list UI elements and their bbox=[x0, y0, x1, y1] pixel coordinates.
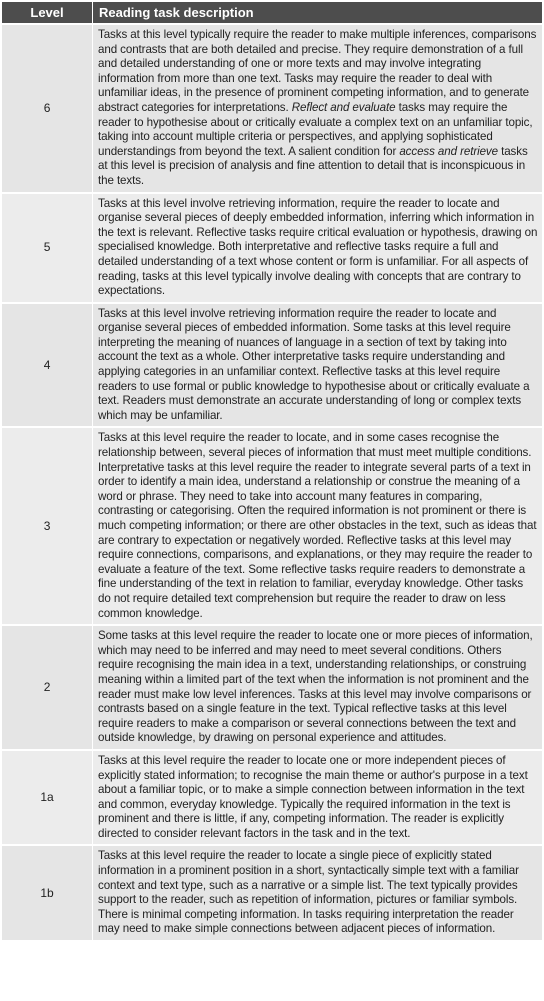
text-segment: Tasks at this level typically require the reader to make multiple inferences, comparisons and contrasts that are both detailed and precise. They require demonstration of a full and detailed understanding of one or more texts and may involve integrating information from more than one text. Tasks may require the reader to deal with unfamiliar ideas, in the presence of prominent competing information, and to generate abstract categories for interpretations. bbox=[98, 28, 537, 114]
level-cell: 1a bbox=[2, 750, 93, 846]
description-cell bbox=[93, 625, 543, 750]
level-cell: 6 bbox=[2, 24, 93, 193]
table-header bbox=[2, 2, 543, 25]
table-row bbox=[2, 303, 543, 428]
level-cell: 4 bbox=[2, 303, 93, 428]
description-cell bbox=[93, 193, 543, 303]
emphasis-segment: access and retrieve bbox=[399, 144, 498, 158]
text-segment: tasks may require the reader to hypothesise about or critically evaluate a complex text on an unfamiliar topic, taking into account multiple criteria or perspectives, and applying sophisticated understandings from beyond the text. A salient condition for bbox=[98, 100, 533, 158]
description-cell bbox=[93, 845, 543, 940]
level-cell: 2 bbox=[2, 625, 93, 750]
text-segment: tasks at this level is precision of analysis and fine attention to detail that is inconspicuous in the texts. bbox=[98, 144, 528, 187]
text-segment: Tasks at this level require the reader to locate one or more independent pieces of explicitly stated information; to recognise the main theme or author's purpose in a text about a familiar topic, or to make a simple connection between information in the text and common, everyday knowledge. Typically the required information in the text is prominent and there is little, if any, competing information. The reader is explicitly directed to consider relevant factors in the task and in the text. bbox=[98, 753, 528, 840]
table-row bbox=[2, 750, 543, 846]
table-row bbox=[2, 24, 543, 193]
text-segment: Some tasks at this level require the reader to locate one or more pieces of information, which may need to be inferred and may need to meet several conditions. Others require recognising the main idea in a text, understanding relationships, or construing meaning within a limited part of the text when the information is not prominent and the reader must make low level inferences. Tasks at this level may involve comparisons or contrasts based on a single feature in the text. Typical reflective tasks at this level require readers to make a comparison or several connections between the text and outside knowledge, by drawing on personal experience and attitudes. bbox=[98, 629, 533, 745]
text-segment: Tasks at this level involve retrieving information require the reader to locate and organise several pieces of embedded information. Some tasks at this level require interpreting the meaning of nuances of language in a section of text by taking into account the text as a whole. Other interpretative tasks require understanding and applying categories in an unfamiliar context. Reflective tasks at this level require readers to use formal or public knowledge to hypothesise about or critically evaluate a text. Readers must demonstrate an accurate understanding of long or complex texts which may be unfamiliar. bbox=[98, 306, 530, 422]
description-cell bbox=[93, 303, 543, 428]
emphasis-segment: Reflect and evaluate bbox=[291, 100, 396, 114]
level-cell: 1b bbox=[2, 845, 93, 940]
table-row bbox=[2, 845, 543, 940]
reading-levels-table bbox=[1, 1, 543, 941]
table-row bbox=[2, 427, 543, 625]
description-column-header: Reading task description bbox=[93, 2, 543, 25]
text-segment: Tasks at this level require the reader to locate, and in some cases recognise the relationship between, several pieces of information that must meet multiple conditions. Interpretative tasks at this level require the reader to integrate several parts of a text in order to identify a main idea, understand a relationship or construe the meaning of a word or phrase. They need to take into account many features in comparing, contrasting or categorising. Often the required information is not prominent or there is much competing information; or there are other obstacles in the text, such as ideas that are contrary to expectation or negatively worded. Reflective tasks at this level may require connections, comparisons, and explanations, or they may require the reader to evaluate a feature of the text. Some reflective tasks require readers to demonstrate a fine understanding of the text in relation to familiar, everyday knowledge. Other tasks do not require detailed text comprehension but require the reader to draw on less common knowledge. bbox=[98, 431, 537, 620]
table-row bbox=[2, 625, 543, 750]
table-row bbox=[2, 193, 543, 303]
level-column-header: Level bbox=[2, 2, 93, 25]
description-cell bbox=[93, 750, 543, 846]
level-cell: 3 bbox=[2, 427, 93, 625]
level-cell: 5 bbox=[2, 193, 93, 303]
text-segment: Tasks at this level involve retrieving information, require the reader to locate and organise several pieces of deeply embedded information, inferring which information in the text is relevant. Reflective tasks require critical evaluation or hypothesis, drawing on specialised knowledge. Both interpretative and reflective tasks require a full and detailed understanding of a text whose content or form is unfamiliar. For all aspects of reading, tasks at this level typically involve dealing with concepts that are contrary to expectations. bbox=[98, 196, 538, 298]
table-body bbox=[2, 24, 543, 941]
header-row bbox=[2, 2, 543, 25]
description-cell bbox=[93, 427, 543, 625]
description-cell bbox=[93, 24, 543, 193]
text-segment: Tasks at this level require the reader to locate a single piece of explicitly stated information in a prominent position in a short, syntactically simple text with a familiar context and text type, such as a narrative or a simple list. The text typically provides support to the reader, such as repetition of information, pictures or familiar symbols. There is minimal competing information. In tasks requiring interpretation the reader may need to make simple connections between adjacent pieces of information. bbox=[98, 849, 519, 936]
